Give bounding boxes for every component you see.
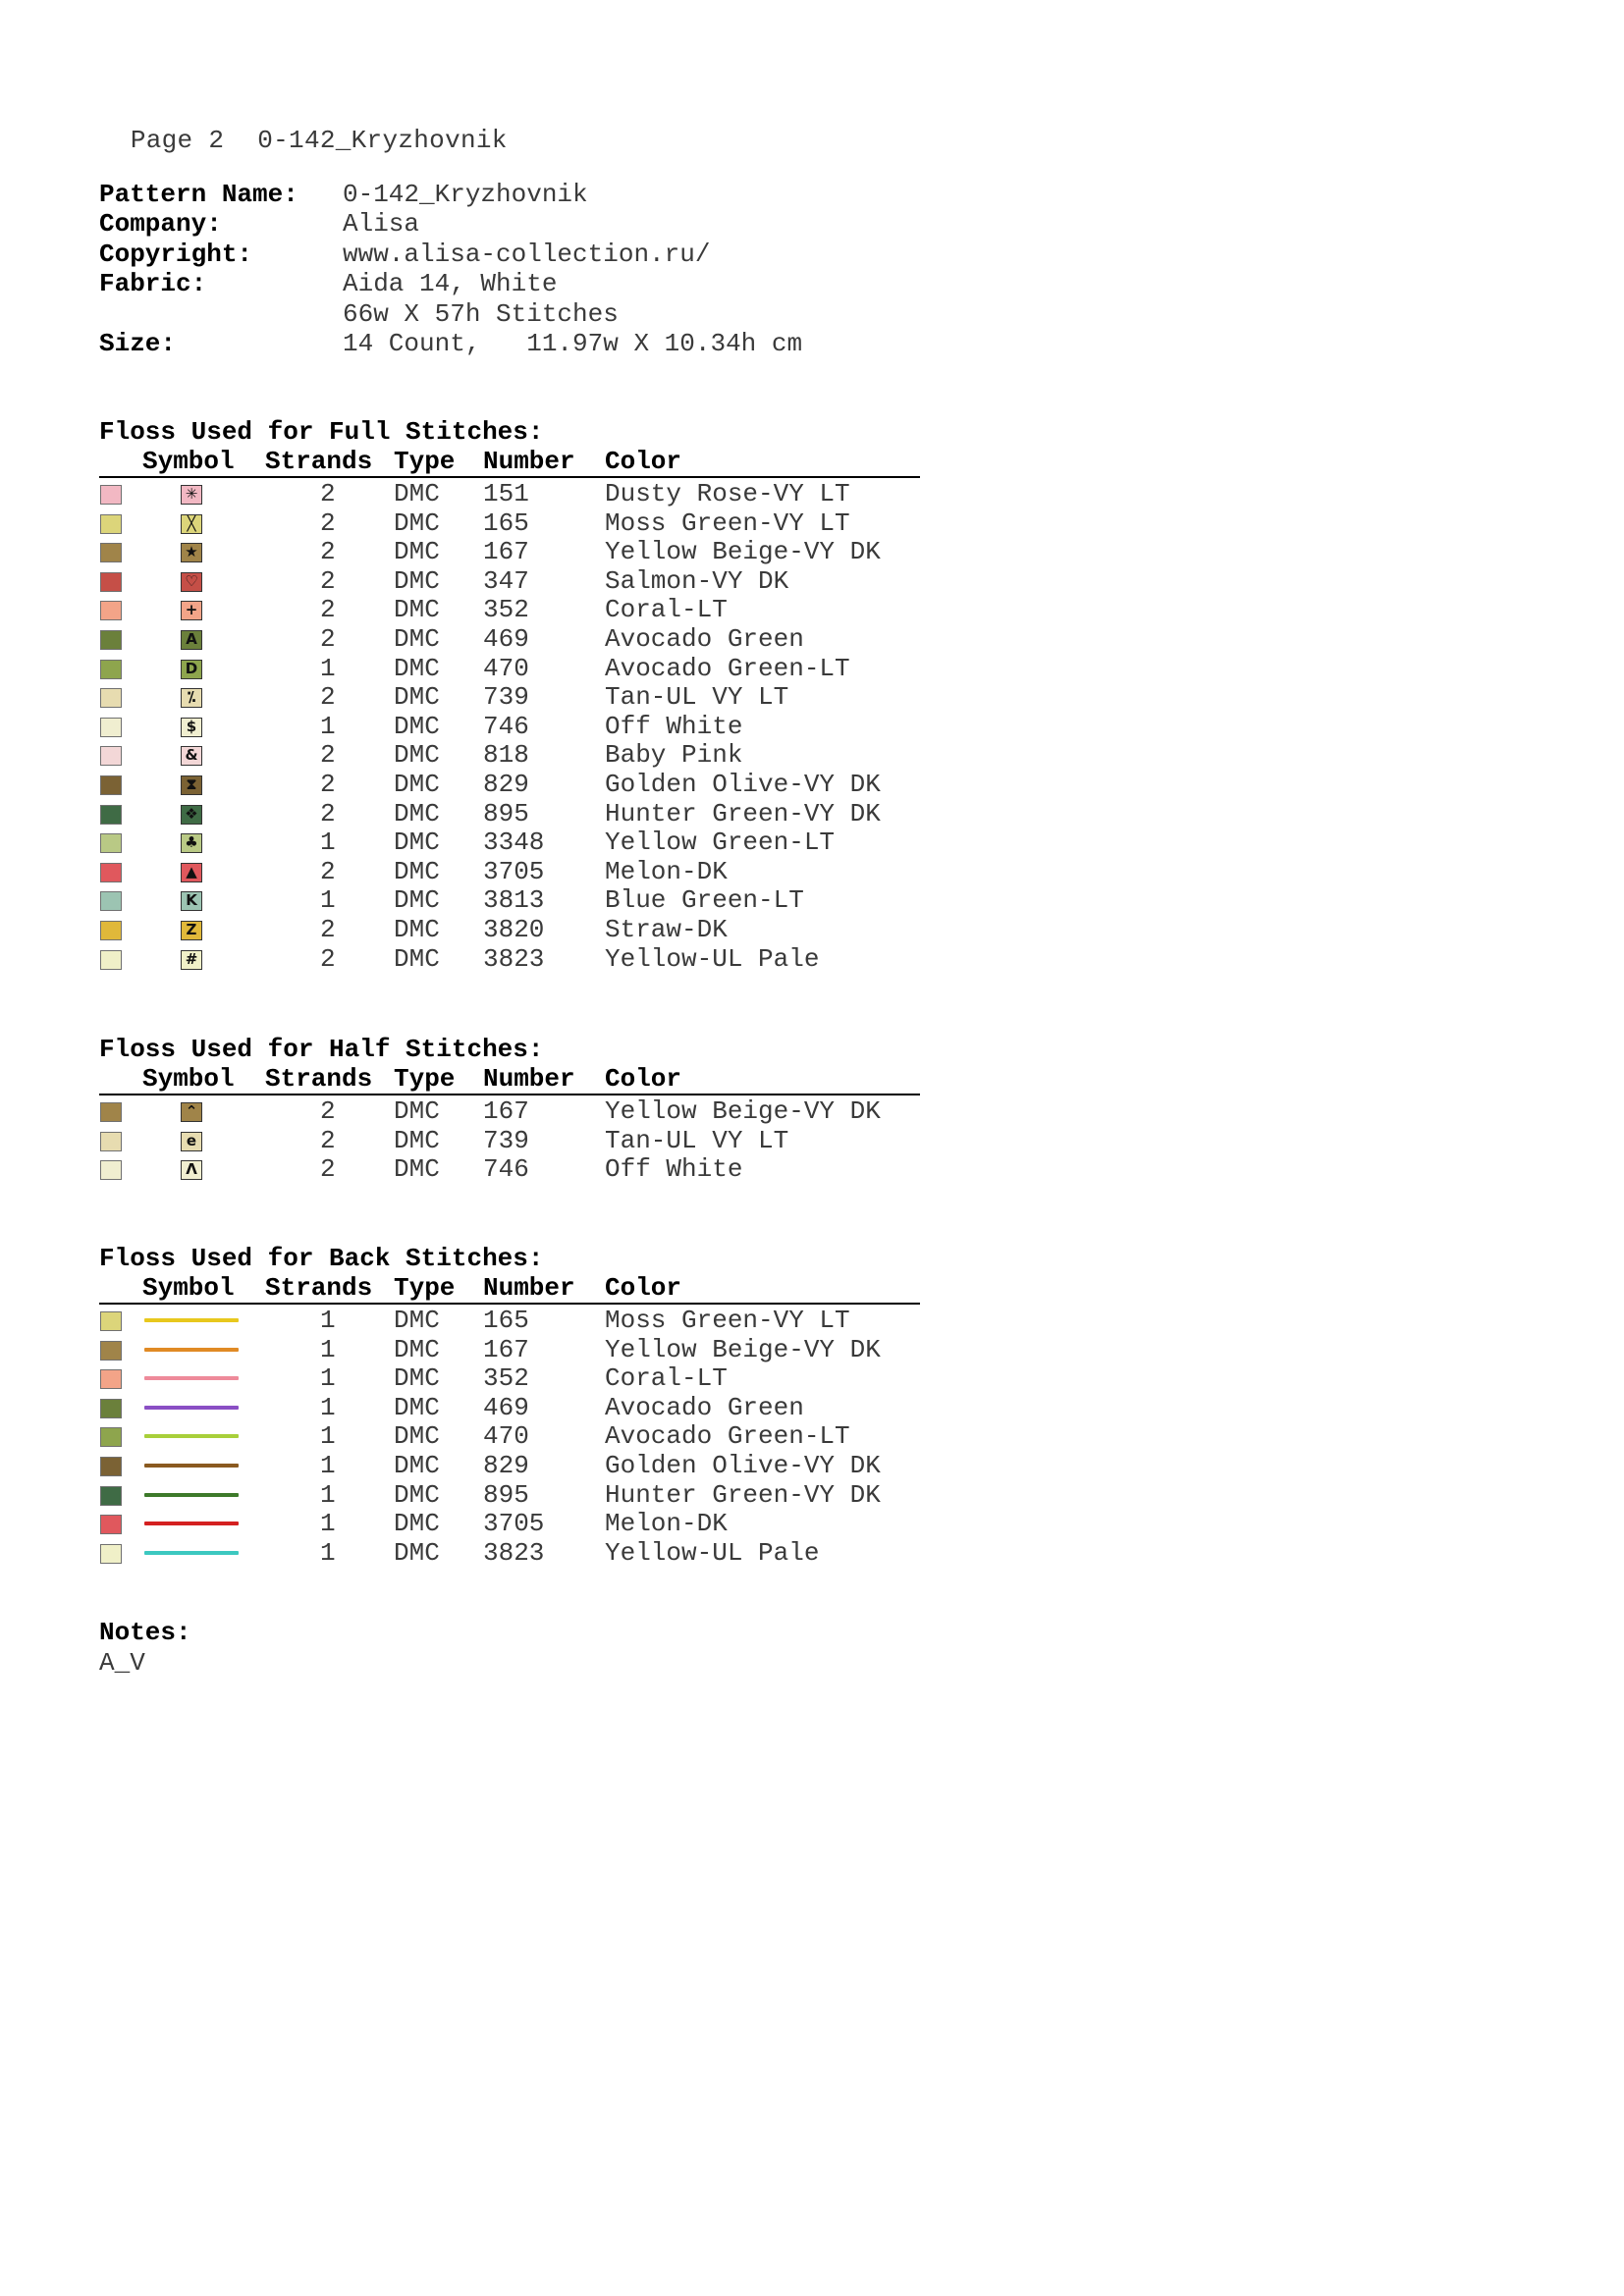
type-value: DMC [394,537,440,567]
number-value: 167 [483,1334,529,1364]
color-swatch [100,950,122,970]
info-label [99,299,343,329]
stitch-symbol-icon: ★ [181,543,202,562]
floss-row [99,655,920,684]
floss-row [99,1336,920,1365]
color-name: Off White [605,711,743,741]
column-number: Number [483,447,575,476]
back-rows [99,1307,920,1568]
number-value: 746 [483,711,529,741]
stitch-symbol-icon: ⁒ [181,688,202,708]
stitch-symbol-icon: ♡ [181,572,202,592]
floss-row [99,1394,920,1423]
floss-row [99,1539,920,1569]
info-value: www.alisa-collection.ru/ [343,239,711,269]
color-swatch [100,1102,122,1122]
strands-value: 1 [320,1363,336,1394]
number-value: 895 [483,798,529,828]
full-rows [99,480,920,974]
stitch-symbol-icon: ✳ [181,485,202,505]
floss-row [99,1422,920,1452]
info-label: Size: [99,328,177,358]
floss-row [99,828,920,858]
column-strands: Strands [265,1064,373,1094]
type-value: DMC [394,798,440,828]
notes-label: Notes: [99,1618,191,1647]
number-value: 3823 [483,1537,545,1568]
type-value: DMC [394,828,440,858]
strands-value: 1 [320,1334,336,1364]
back-stitches-section [99,1244,920,1568]
backstitch-line [144,1434,239,1438]
strands-value: 2 [320,798,336,828]
strands-value: 1 [320,653,336,683]
number-value: 3705 [483,1509,545,1539]
color-swatch [100,1311,122,1331]
color-name: Coral-LT [605,1363,728,1394]
color-swatch [100,630,122,650]
number-value: 470 [483,653,529,683]
color-swatch [100,805,122,825]
column-color: Color [605,1273,682,1303]
floss-row [99,1452,920,1481]
color-name: Avocado Green-LT [605,1421,850,1452]
number-value: 739 [483,1125,529,1155]
color-name: Tan-UL VY LT [605,1125,789,1155]
floss-row [99,596,920,625]
color-name: Golden Olive-VY DK [605,769,881,799]
number-value: 352 [483,1363,529,1394]
pattern-info [99,180,802,358]
half-stitches-section [99,1035,920,1185]
strands-value: 1 [320,1421,336,1452]
info-row [99,299,802,329]
info-row [99,180,802,209]
stitch-symbol-icon: ♣ [181,833,202,853]
color-swatch [100,1544,122,1564]
type-value: DMC [394,856,440,886]
type-value: DMC [394,507,440,538]
column-color: Color [605,447,682,476]
strands-value: 2 [320,479,336,508]
color-name: Dusty Rose-VY LT [605,479,850,508]
strands-value: 2 [320,1096,336,1126]
page-pattern-name: 0-142_Kryzhovnik [257,126,508,155]
floss-row [99,800,920,829]
strands-value: 2 [320,1125,336,1155]
color-swatch [100,718,122,737]
info-value: 66w X 57h Stitches [343,298,619,329]
color-name: Yellow Green-LT [605,828,836,858]
color-swatch [100,572,122,592]
number-value: 165 [483,507,529,538]
type-value: DMC [394,595,440,625]
color-name: Off White [605,1154,743,1185]
color-name: Avocado Green [605,623,804,654]
type-value: DMC [394,565,440,596]
stitch-symbol-icon: ⌃ [181,1102,202,1122]
strands-value: 2 [320,740,336,771]
number-value: 3820 [483,914,545,944]
info-value: 0-142_Kryzhovnik [343,180,588,209]
number-value: 167 [483,1096,529,1126]
color-name: Melon-DK [605,1509,728,1539]
full-column-header [99,447,920,478]
full-stitches-section [99,417,920,974]
type-value: DMC [394,1334,440,1364]
info-row [99,269,802,298]
stitch-symbol-icon: + [181,601,202,620]
info-row [99,240,802,269]
info-value: 14 Count, 11.97w X 10.34h cm [343,328,803,358]
floss-row [99,1097,920,1127]
strands-value: 2 [320,682,336,713]
notes [99,1618,191,1678]
number-value: 829 [483,1450,529,1480]
info-label: Pattern Name: [99,180,298,209]
floss-row [99,538,920,567]
number-value: 818 [483,740,529,771]
color-swatch [100,1341,122,1361]
half-section-title: Floss Used for Half Stitches: [99,1035,544,1064]
color-swatch [100,485,122,505]
type-value: DMC [394,1096,440,1126]
color-name: Yellow-UL Pale [605,1537,820,1568]
floss-row [99,625,920,655]
type-value: DMC [394,623,440,654]
number-value: 151 [483,479,529,508]
color-name: Yellow-UL Pale [605,943,820,974]
number-value: 746 [483,1154,529,1185]
type-value: DMC [394,1421,440,1452]
color-swatch [100,1457,122,1476]
column-symbol: Symbol [142,1273,235,1303]
strands-value: 1 [320,1479,336,1510]
type-value: DMC [394,1125,440,1155]
strands-value: 1 [320,1450,336,1480]
backstitch-line [144,1464,239,1468]
floss-row [99,713,920,742]
floss-row [99,509,920,539]
number-value: 3348 [483,828,545,858]
backstitch-line [144,1376,239,1380]
back-section-title: Floss Used for Back Stitches: [99,1244,544,1273]
strands-value: 1 [320,1392,336,1422]
info-label: Copyright: [99,239,253,269]
backstitch-line [144,1318,239,1322]
number-value: 347 [483,565,529,596]
color-name: Moss Green-VY LT [605,507,850,538]
type-value: DMC [394,1537,440,1568]
type-value: DMC [394,1363,440,1394]
color-name: Tan-UL VY LT [605,682,789,713]
type-value: DMC [394,1392,440,1422]
strands-value: 2 [320,595,336,625]
column-type: Type [394,1064,456,1094]
color-name: Baby Pink [605,740,743,771]
color-swatch [100,1399,122,1418]
floss-row [99,567,920,597]
page-number: Page 2 [130,126,225,155]
type-value: DMC [394,479,440,508]
color-swatch [100,863,122,882]
strands-value: 2 [320,769,336,799]
color-swatch [100,514,122,534]
half-rows [99,1097,920,1185]
color-name: Avocado Green [605,1392,804,1422]
stitch-symbol-icon: ╳ [181,514,202,534]
full-section-title: Floss Used for Full Stitches: [99,417,544,447]
number-value: 3823 [483,943,545,974]
number-value: 3705 [483,856,545,886]
color-name: Salmon-VY DK [605,565,789,596]
strands-value: 2 [320,565,336,596]
stitch-symbol-icon: & [181,746,202,766]
column-type: Type [394,1273,456,1303]
color-swatch [100,1369,122,1389]
color-name: Hunter Green-VY DK [605,798,881,828]
stitch-symbol-icon: ▲ [181,863,202,882]
number-value: 895 [483,1479,529,1510]
type-value: DMC [394,1154,440,1185]
strands-value: 1 [320,1306,336,1335]
backstitch-line [144,1406,239,1410]
number-value: 829 [483,769,529,799]
color-swatch [100,1486,122,1506]
type-value: DMC [394,914,440,944]
stitch-symbol-icon: $ [181,718,202,737]
stitch-symbol-icon: ❖ [181,805,202,825]
number-value: 165 [483,1306,529,1335]
floss-row [99,480,920,509]
strands-value: 2 [320,914,336,944]
type-value: DMC [394,711,440,741]
number-value: 469 [483,1392,529,1422]
color-swatch [100,1160,122,1180]
type-value: DMC [394,653,440,683]
floss-row [99,1155,920,1185]
color-name: Golden Olive-VY DK [605,1450,881,1480]
color-name: Yellow Beige-VY DK [605,537,881,567]
number-value: 167 [483,537,529,567]
column-type: Type [394,447,456,476]
number-value: 470 [483,1421,529,1452]
strands-value: 1 [320,1537,336,1568]
column-color: Color [605,1064,682,1094]
info-label: Company: [99,209,222,240]
strands-value: 1 [320,828,336,858]
page-header [99,96,508,155]
color-swatch [100,891,122,911]
floss-row [99,1364,920,1394]
type-value: DMC [394,885,440,916]
number-value: 3813 [483,885,545,916]
backstitch-line [144,1493,239,1497]
column-strands: Strands [265,447,373,476]
color-swatch [100,543,122,562]
floss-row [99,858,920,887]
color-swatch [100,1132,122,1151]
stitch-symbol-icon: D [181,660,202,679]
stitch-symbol-icon: # [181,950,202,970]
color-swatch [100,746,122,766]
floss-row [99,886,920,916]
stitch-symbol-icon: A [181,630,202,650]
color-name: Avocado Green-LT [605,653,850,683]
color-swatch [100,660,122,679]
stitch-symbol-icon: ⧗ [181,775,202,795]
notes-value: A_V [99,1648,145,1678]
backstitch-line [144,1551,239,1555]
column-symbol: Symbol [142,1064,235,1094]
type-value: DMC [394,1450,440,1480]
color-name: Yellow Beige-VY DK [605,1334,881,1364]
type-value: DMC [394,1306,440,1335]
floss-row [99,1127,920,1156]
half-column-header [99,1064,920,1095]
backstitch-line [144,1348,239,1352]
color-name: Melon-DK [605,856,728,886]
color-swatch [100,1515,122,1534]
floss-row [99,741,920,771]
info-value: Aida 14, White [343,269,558,299]
color-swatch [100,601,122,620]
type-value: DMC [394,740,440,771]
color-name: Hunter Green-VY DK [605,1479,881,1510]
strands-value: 2 [320,623,336,654]
color-swatch [100,1427,122,1447]
floss-row [99,1307,920,1336]
type-value: DMC [394,1509,440,1539]
color-name: Coral-LT [605,595,728,625]
floss-row [99,1510,920,1539]
color-swatch [100,833,122,853]
backstitch-line [144,1522,239,1525]
strands-value: 1 [320,1509,336,1539]
back-column-header [99,1273,920,1305]
floss-row [99,1481,920,1511]
strands-value: 2 [320,537,336,567]
number-value: 469 [483,623,529,654]
strands-value: 2 [320,943,336,974]
info-row [99,329,802,358]
color-name: Straw-DK [605,914,728,944]
info-value: Alisa [343,209,420,240]
floss-row [99,771,920,800]
stitch-symbol-icon: e [181,1132,202,1151]
number-value: 739 [483,682,529,713]
color-swatch [100,921,122,940]
type-value: DMC [394,769,440,799]
stitch-symbol-icon: K [181,891,202,911]
stitch-symbol-icon: Λ [181,1160,202,1180]
color-swatch [100,775,122,795]
column-number: Number [483,1064,575,1094]
column-strands: Strands [265,1273,373,1303]
type-value: DMC [394,682,440,713]
floss-row [99,916,920,945]
color-name: Moss Green-VY LT [605,1306,850,1335]
strands-value: 2 [320,507,336,538]
type-value: DMC [394,1479,440,1510]
strands-value: 1 [320,885,336,916]
type-value: DMC [394,943,440,974]
color-name: Yellow Beige-VY DK [605,1096,881,1126]
stitch-symbol-icon: Z [181,921,202,940]
info-label: Fabric: [99,269,207,299]
strands-value: 1 [320,711,336,741]
floss-row [99,683,920,713]
floss-row [99,945,920,975]
strands-value: 2 [320,1154,336,1185]
strands-value: 2 [320,856,336,886]
info-row [99,209,802,239]
column-symbol: Symbol [142,447,235,476]
column-number: Number [483,1273,575,1303]
color-swatch [100,688,122,708]
color-name: Blue Green-LT [605,885,804,916]
number-value: 352 [483,595,529,625]
